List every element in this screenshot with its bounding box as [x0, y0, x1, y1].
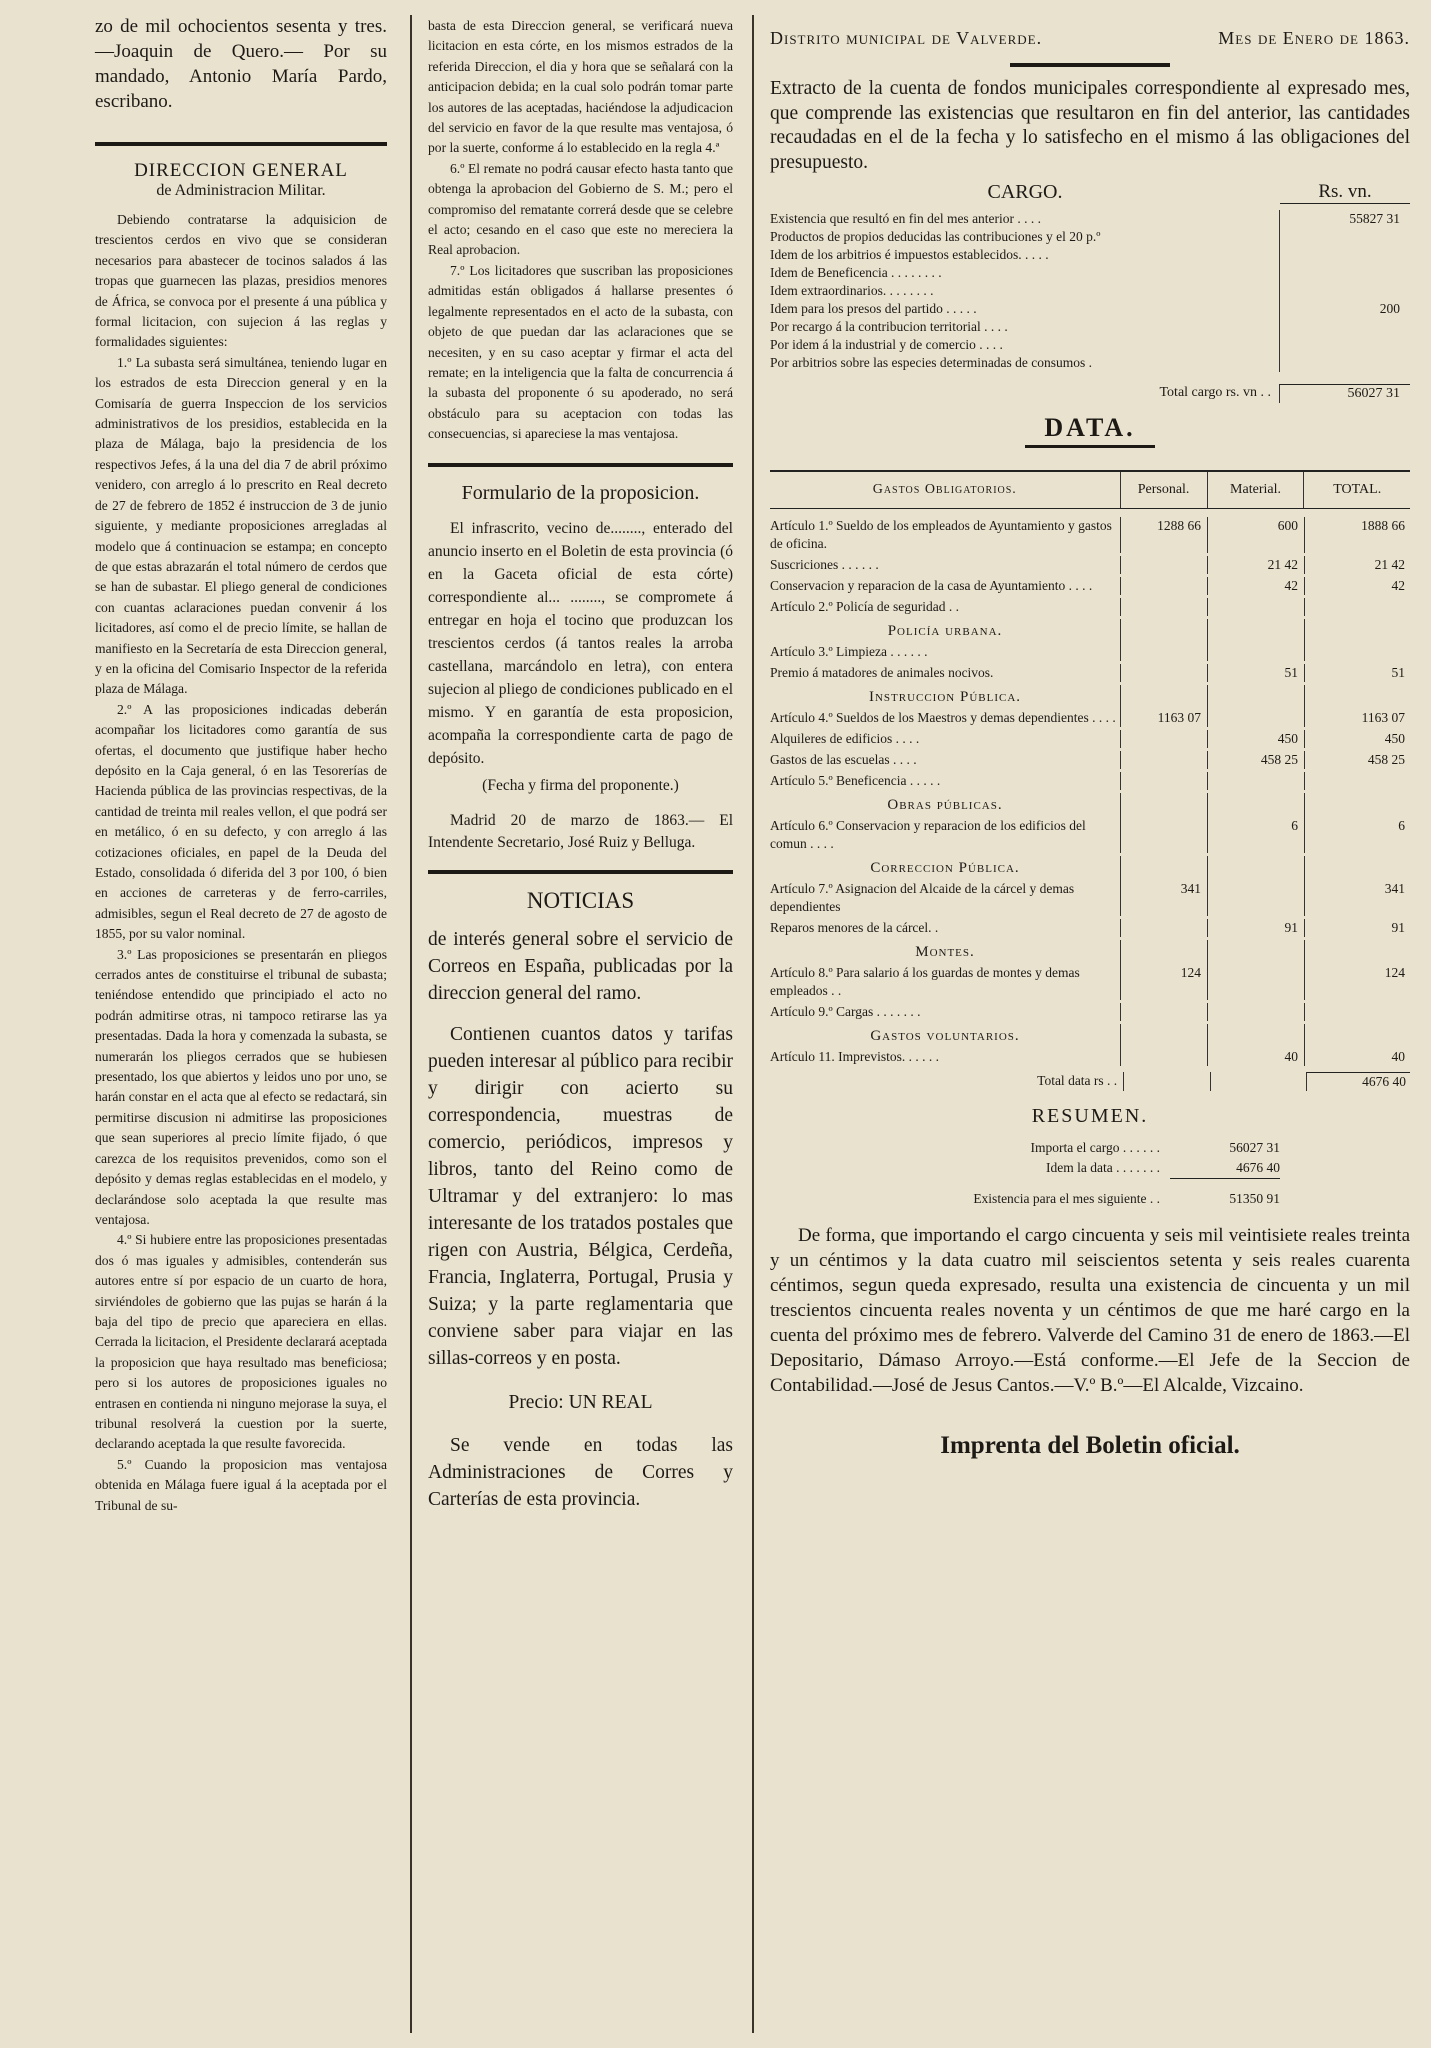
cargo-amount [1279, 228, 1410, 246]
data-desc: Premio á matadores de animales nocivos. [770, 665, 994, 680]
data-desc: Artículo 7.º Asignacion del Alcaide de la cárcel y demas dependientes [770, 881, 1075, 914]
resumen-label: Idem la data . . . . . . . [1046, 1160, 1160, 1175]
section-row [770, 685, 1410, 709]
data-total: 341 [1304, 880, 1409, 916]
data-row [770, 817, 1410, 853]
data-material [1207, 709, 1304, 727]
data-title: DATA. [1044, 413, 1136, 442]
empty-cell [1304, 685, 1409, 709]
form-title: Formulario de la proposicion. [461, 481, 700, 504]
data-material [1207, 964, 1304, 1000]
resumen-label: Importa el cargo . . . . . . [1030, 1140, 1160, 1155]
section-title: Policía urbana. [887, 623, 1003, 639]
data-row [770, 709, 1410, 727]
data-personal [1120, 1003, 1207, 1021]
empty-cell [1120, 685, 1207, 709]
data-row [770, 598, 1410, 616]
data-total: 450 [1304, 730, 1409, 748]
data-row [770, 1003, 1410, 1021]
cargo-row [770, 282, 1410, 300]
empty-cell [1120, 793, 1207, 817]
data-personal [1120, 1048, 1207, 1066]
data-personal [1120, 772, 1207, 790]
empty-cell [1120, 619, 1207, 643]
resumen-title: RESUMEN. [1031, 1105, 1149, 1127]
data-header [770, 470, 1410, 509]
data-total: 6 [1304, 817, 1409, 853]
data-desc: Conservacion y reparacion de la casa de Ayuntamiento . . . . [770, 578, 1093, 593]
section-title: Gastos voluntarios. [870, 1028, 1020, 1044]
cargo-row [770, 318, 1410, 336]
intro-paragraph: Debiendo contratarse la adquisicion de trescientos cerdos en vivo que se consideran necesarios para abastecer de tocinos salados á las tropas que guarnecen las plazas, presidios menores de África, se convoca por el presente á una pública y formal licitacion, con sujecion á las reglas y formalidades siguientes: [95, 212, 387, 350]
empty-cell [1304, 619, 1409, 643]
data-row [770, 964, 1410, 1000]
col-personal: Personal. [1120, 472, 1207, 508]
data-material: 21 42 [1207, 556, 1304, 574]
data-total: 124 [1304, 964, 1409, 1000]
data-personal [1120, 730, 1207, 748]
data-total [1304, 643, 1409, 661]
news-title: NOTICIAS [526, 887, 635, 913]
page-header [770, 28, 1410, 49]
section-row [770, 856, 1410, 880]
data-total-row [770, 1072, 1410, 1091]
cargo-desc: Idem extraordinarios. . . . . . . . [770, 283, 934, 298]
data-total [1304, 1003, 1409, 1021]
news-body: Contienen cuantos datos y tarifas pueden interesar al público para recibir y dirigir con acierto su correspondencia, muestras de comercio, periódicos, impresos y libros, tanto del Reino como de Ultramar y del extranjero: lo mas interesante de los tratados postales que rigen con Austria, Bélgica, Cerdeña, Francia, Inglaterra, Portugal, Prusia y Suiza; y la parte reglamentaria que conviene saber para viajar en las sillas-correos y en posta. [428, 1023, 733, 1369]
cargo-row [770, 264, 1410, 282]
data-row [770, 664, 1410, 682]
data-material [1207, 598, 1304, 616]
data-total-label: Total data rs . . [1037, 1073, 1118, 1088]
resumen-row [770, 1138, 1410, 1158]
data-personal [1120, 919, 1207, 937]
paragraph-5: 5.º Cuando la proposicion mas ventajosa obtenida en Málaga fuere igual á la aceptada por el Tribunal de su- [95, 1456, 387, 1513]
paragraph-1: 1.º La subasta será simultánea, teniendo lugar en los estrados de esta Direccion general y en la Comisaría de guerra Inspeccion de los servicios administrativos de los presidios, establecida en la plaza de Málaga, bajo la presidencia de los respectivos Jefes, á la una del dia 7 de abril próximo venidero, con arreglo á lo prescrito en Real decreto de 27 de febrero de 1852 é instruccion de 3 de junio siguiente, y mediante proposiciones arregladas al modelo que á continuacion se estampa; en concepto de que estas abrazarán el total número de cerdos que se han de subastar. El pliego general de condiciones con cuantas aclaraciones puedan convenir á los licitadores, así como el de precio límite, se hallan de manifiesto en la Secretaría de esta Direccion general, y en la oficina del Comisario Inspector de la referida plaza de Málaga. [95, 354, 387, 697]
data-desc: Artículo 4.º Sueldos de los Maestros y demas dependientes . . . . [770, 710, 1116, 725]
data-row [770, 577, 1410, 595]
section-title: Correccion Pública. [870, 860, 1020, 876]
section-title: Instruccion Pública. [868, 689, 1022, 705]
data-row [770, 730, 1410, 748]
data-personal: 1288 66 [1120, 517, 1207, 553]
data-material: 91 [1207, 919, 1304, 937]
resumen-value: 4676 40 [1170, 1158, 1280, 1179]
data-desc: Artículo 9.º Cargas . . . . . . . [770, 1004, 921, 1019]
data-personal [1120, 556, 1207, 574]
data-material: 40 [1207, 1048, 1304, 1066]
empty-cell [1304, 940, 1409, 964]
cargo-total-value: 56027 31 [1279, 384, 1410, 403]
data-total: 1163 07 [1304, 709, 1409, 727]
empty-cell [1304, 793, 1409, 817]
cargo-desc: Productos de propios deducidas las contribuciones y el 20 p.º [770, 229, 1101, 244]
data-personal: 124 [1120, 964, 1207, 1000]
section-divider [95, 142, 387, 146]
section-row [770, 619, 1410, 643]
section-title: Obras públicas. [887, 797, 1003, 813]
empty-cell [1304, 856, 1409, 880]
data-desc: Reparos menores de la cárcel. . [770, 920, 939, 935]
cargo-desc: Idem de Beneficencia . . . . . . . . [770, 265, 942, 280]
cargo-table [770, 210, 1410, 372]
data-table [770, 509, 1410, 1066]
data-row [770, 556, 1410, 574]
column-3 [770, 0, 1410, 2048]
section-title: Montes. [915, 944, 975, 960]
data-desc: Artículo 3.º Limpieza . . . . . . [770, 644, 928, 659]
col-gastos: Gastos Obligatorios. [872, 482, 1017, 497]
cargo-desc: Existencia que resultó en fin del mes anterior . . . . [770, 211, 1042, 226]
data-personal [1120, 751, 1207, 769]
data-personal [1120, 664, 1207, 682]
cargo-desc: Por arbitrios sobre las especies determinadas de consumos . [770, 355, 1093, 370]
data-total: 458 25 [1304, 751, 1409, 769]
news-subtitle: de interés general sobre el servicio de Correos en España, publicadas por la direccion general del ramo. [428, 928, 733, 1004]
data-desc: Artículo 5.º Beneficencia . . . . . [770, 773, 941, 788]
data-total: 42 [1304, 577, 1409, 595]
cargo-row [770, 300, 1410, 318]
cargo-amount [1279, 318, 1410, 336]
resumen-value: 56027 31 [1229, 1140, 1280, 1155]
section-row [770, 940, 1410, 964]
data-material [1207, 880, 1304, 916]
district-name: Distrito municipal de Valverde. [770, 28, 1043, 48]
column-2 [428, 0, 733, 2048]
data-material [1207, 772, 1304, 790]
price-line: Precio: UN REAL [508, 1391, 653, 1413]
cargo-total-label: Total cargo rs. vn . . [1159, 385, 1271, 400]
rs-label: Rs. vn. [1280, 181, 1410, 204]
data-total: 91 [1304, 919, 1409, 937]
data-row [770, 1048, 1410, 1066]
data-material [1207, 643, 1304, 661]
extract-text: Extracto de la cuenta de fondos municipales correspondiente al expresado mes, que comprende las existencias que resultaron en fin del anterior, las cantidades recaudadas en el de la fecha y lo satisfecho en el mismo á las obligaciones del presupuesto. [770, 78, 1410, 173]
data-personal [1120, 598, 1207, 616]
subheading: de Administracion Militar. [156, 182, 326, 199]
data-personal: 341 [1120, 880, 1207, 916]
cargo-total-row [770, 384, 1410, 403]
cargo-amount [1279, 246, 1410, 264]
empty-cell [1207, 685, 1304, 709]
data-personal [1120, 817, 1207, 853]
empty-cell [1120, 1024, 1207, 1048]
section-divider [428, 870, 733, 874]
data-total: 21 42 [1304, 556, 1409, 574]
heading: DIRECCION GENERAL [134, 160, 348, 181]
resumen-value: 51350 91 [1229, 1191, 1280, 1206]
paragraph-3: 3.º Las proposiciones se presentarán en pliegos cerrados antes de constituirse el tribunal de subasta; teniéndose entendido que principiado el acto no podrán admitirse otras, ni tampoco retirarse las ya presentadas. Dada la hora y comenzada la subasta, se numerarán los pliegos cerrados que se hubiesen presentado, los que abiertos y leidos uno por uno, se harán constar en el acta que al efecto se redactará, sin permitirse discusion ni admitirse las proposiciones que sean superiores al precio límite fijado, ó que carezca de los requisitos prevenidos, como son el depósito y demas reglas establecidas en el modelo, y declarándose solo aceptada la que resulte mas ventajosa. [95, 946, 387, 1227]
data-total [1304, 598, 1409, 616]
empty-cell [1207, 1024, 1304, 1048]
cargo-amount: 55827 31 [1279, 210, 1410, 228]
empty-cell [1207, 856, 1304, 880]
resumen-label: Existencia para el mes siguiente . . [973, 1191, 1160, 1206]
data-row [770, 751, 1410, 769]
section-row [770, 793, 1410, 817]
cargo-amount [1279, 336, 1410, 354]
data-desc: Gastos de las escuelas . . . . [770, 752, 917, 767]
data-total-value: 4676 40 [1306, 1072, 1410, 1091]
cargo-row [770, 336, 1410, 354]
col-material: Material. [1207, 472, 1304, 508]
data-row [770, 880, 1410, 916]
lead-text: zo de mil ochocientos sesenta y tres.—Joaquin de Quero.— Por su mandado, Antonio María Pardo, escribano. [95, 16, 387, 112]
cargo-row [770, 228, 1410, 246]
data-row [770, 643, 1410, 661]
empty-cell [1120, 856, 1207, 880]
empty-cell [1207, 619, 1304, 643]
cargo-amount [1279, 264, 1410, 282]
cargo-desc: Por idem á la industrial y de comercio . . . . [770, 337, 1003, 352]
column-divider [410, 15, 412, 2033]
column-1 [95, 0, 387, 2048]
date-line: Madrid 20 de marzo de 1863.— El Intendente Secretario, José Ruiz y Belluga. [428, 811, 733, 851]
resumen-row [770, 1158, 1410, 1179]
data-material: 450 [1207, 730, 1304, 748]
paragraph-2: 2.º A las proposiciones indicadas deberán acompañar los licitadores como garantía de sus ofertas, el documento que justifique haber hecho depósito en la Caja general, ó en las Tesorerías de Hacienda pública de las provincias respectivas, de la cantidad de treinta mil reales vellon, el que podrá ser en metálico, ó en su defecto, y con arreglo á las cotizaciones oficiales, en papel de la Deuda del Estado, consolidada ó diferida del 3 por 100, ó bien en acciones de carreteras y de ferro-carriles, admisibles, segun el Real decreto de 27 de agosto de 1855, por su valor nominal. [95, 701, 387, 942]
data-rule [1025, 445, 1155, 448]
resumen-table [770, 1138, 1410, 1209]
data-material: 42 [1207, 577, 1304, 595]
cargo-desc: Idem para los presos del partido . . . . . [770, 301, 977, 316]
empty-cell [1304, 1024, 1409, 1048]
data-desc: Artículo 8.º Para salario á los guardas de montes y demas empleados . . [770, 965, 1080, 998]
cargo-amount [1279, 354, 1410, 372]
data-desc: Artículo 11. Imprevistos. . . . . . [770, 1049, 939, 1064]
data-row [770, 919, 1410, 937]
paragraph-7: 7.º Los licitadores que suscriban las proposiciones admitidas están obligados á hallarse presentes ó legalmente representados en el acto de la subasta, con objeto de que puedan dar las aclaraciones que se necesiten, y en su caso aceptar y firmar el acta del remate; en la inteligencia que la falta de concurrencia á la subasta del proponente ó su apoderado, no será obstáculo para su aceptacion con todas las consecuencias, si apareciese la mas ventajosa. [428, 262, 733, 442]
header-rule [1010, 63, 1170, 67]
data-material [1207, 1003, 1304, 1021]
paragraph-6: 6.º El remate no podrá causar efecto hasta tanto que obtenga la aprobacion del Gobierno de S. M.; pero el compromiso del rematante correrá desde que se celebre el acto; cesando en el caso que este no mereciera la Real aprobacion. [428, 160, 733, 258]
data-total [1304, 772, 1409, 790]
paragraph-4: 4.º Si hubiere entre las proposiciones presentadas dos ó mas iguales y admisibles, contenderán sus autores entre sí por espacio de un cuarto de hora, sirviéndoles de gobierno que las pujas se harán á la baja del tipo de precio que apareciera en ellas. Cerrada la licitacion, el Presidente declarará aceptada la proposicion que haya resultado mas beneficiosa; pero si los autores de proposiciones iguales no entrasen en contienda ni ninguno mejorase la suya, el tribunal resolverá la cuestion por la suerte, declarando aceptada la que resulte favorecida. [95, 1232, 387, 1452]
data-material: 458 25 [1207, 751, 1304, 769]
cargo-row [770, 354, 1410, 372]
continuation-text: basta de esta Direccion general, se verificará nueva licitacion en esta córte, en los mismos estrados de la referida Direccion, el dia y hora que se señalará con la anticipacion debida; en la cual solo podrán tomar parte los autores de las aceptadas, haciéndose la adjudicacion del servicio en favor de la que resulte mas ventajosa, ó por la suerte, conforme á lo establecido en la regla 4.ª [428, 18, 733, 156]
cargo-amount: 200 [1279, 300, 1410, 318]
sale-line: Se vende en todas las Administraciones de Corres y Carterías de esta provincia. [428, 1434, 733, 1510]
form-body: El infrascrito, vecino de........, enterado del anuncio inserto en el Boletin de esta provincia (ó en la Gaceta oficial de esta córte) correspondiente al... ........, se compromete á entregar en hoja el tocino que produzcan los trescientos cerdos (á tantos reales la arroba castellana, marcándolo en letra), con entera sujecion al pliego de condiciones publicado en el mismo. Y en garantía de esta proposicion, acompaña la correspondiente carta de pago de depósito. [428, 519, 733, 767]
cargo-desc: Idem de los arbitrios é impuestos establecidos. . . . . [770, 247, 1049, 262]
cargo-title: CARGO. [987, 181, 1063, 203]
data-material: 51 [1207, 664, 1304, 682]
data-desc: Artículo 1.º Sueldo de los empleados de Ayuntamiento y gastos de oficina. [770, 518, 1112, 551]
imprint: Imprenta del Boletin oficial. [940, 1432, 1240, 1459]
data-row [770, 517, 1410, 553]
data-row [770, 772, 1410, 790]
section-divider [428, 463, 733, 467]
data-personal [1120, 643, 1207, 661]
data-material: 600 [1207, 517, 1304, 553]
cargo-amount [1279, 282, 1410, 300]
data-desc: Artículo 2.º Policía de seguridad . . [770, 599, 960, 614]
section-row [770, 1024, 1410, 1048]
form-signature: (Fecha y firma del proponente.) [482, 776, 679, 794]
resumen-row [770, 1189, 1410, 1209]
data-total: 1888 66 [1304, 517, 1409, 553]
month-year: Mes de Enero de 1863. [1218, 28, 1410, 48]
closing-text: De forma, que importando el cargo cincuenta y seis mil veintisiete reales treinta y un céntimos y la data cuatro mil seiscientos setenta y seis reales cuarenta céntimos, segun queda expresado, resulta una existencia de cincuenta y un mil trescientos cincuenta reales noventa y un céntimos de que me haré cargo en la cuenta del próximo mes de febrero. Valverde del Camino 31 de enero de 1863.—El Depositario, Dámaso Arroyo.—Está conforme.—El Jefe de la Seccion de Contabilidad.—José de Jesus Cantos.—V.º B.º—El Alcalde, Vizcaino. [770, 1225, 1410, 1396]
column-divider [752, 15, 754, 2033]
cargo-header [770, 181, 1410, 204]
data-total: 51 [1304, 664, 1409, 682]
empty-cell [1207, 940, 1304, 964]
cargo-row [770, 210, 1410, 228]
data-personal: 1163 07 [1120, 709, 1207, 727]
cargo-desc: Por recargo á la contribucion territorial . . . . [770, 319, 1008, 334]
data-desc: Suscriciones . . . . . . [770, 557, 879, 572]
col-total: TOTAL. [1303, 472, 1410, 508]
empty-cell [1207, 793, 1304, 817]
data-material: 6 [1207, 817, 1304, 853]
cargo-row [770, 246, 1410, 264]
data-personal [1120, 577, 1207, 595]
data-desc: Artículo 6.º Conservacion y reparacion de los edificios del comun . . . . [770, 818, 1086, 851]
empty-cell [1120, 940, 1207, 964]
data-desc: Alquileres de edificios . . . . [770, 731, 920, 746]
data-total: 40 [1304, 1048, 1409, 1066]
